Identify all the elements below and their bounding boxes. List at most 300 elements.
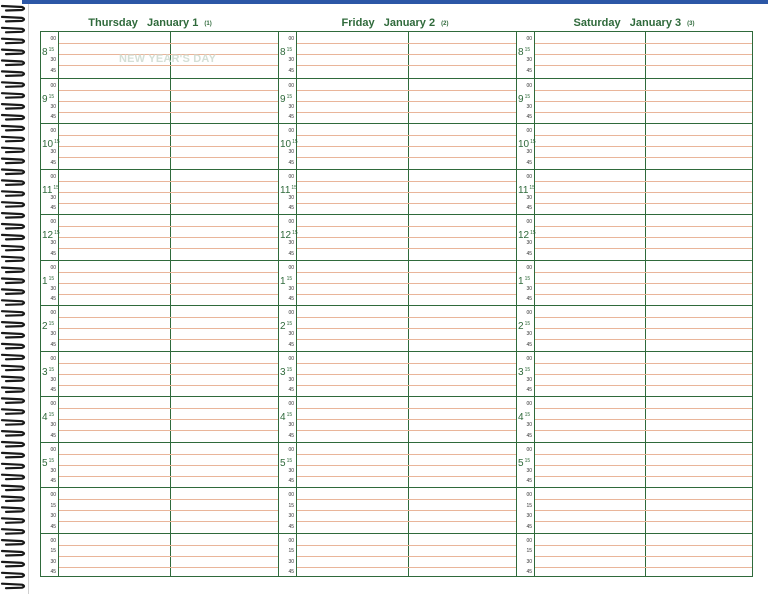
quarter-hour-line — [297, 112, 516, 113]
quarter-hour-line — [297, 248, 516, 249]
quarter-hour-line — [59, 146, 278, 147]
minute-label: 45 — [288, 387, 294, 393]
day-of-year: (1) — [204, 21, 212, 27]
spiral-coil — [2, 50, 24, 55]
hour-number: 10 — [518, 139, 530, 150]
hour-label — [42, 228, 60, 241]
spiral-coil — [2, 39, 24, 44]
quarter-hour-line — [535, 112, 752, 113]
hour-label — [42, 274, 54, 287]
day-header-saturday — [524, 17, 744, 31]
hour-block[interactable] — [279, 351, 516, 397]
hour-block[interactable] — [517, 351, 752, 397]
hour-label — [518, 319, 530, 332]
minute-label: 30 — [288, 57, 294, 63]
hour-number: 12 — [280, 230, 292, 241]
hour-block[interactable] — [279, 487, 516, 533]
spiral-coil — [2, 431, 24, 436]
hour-number: 3 — [280, 366, 286, 378]
minute-label: 00 — [526, 264, 532, 271]
minute-label: 30 — [50, 376, 56, 383]
holiday-note: NEW YEAR'S DAY — [119, 53, 217, 65]
quarter-hour-line — [59, 135, 278, 136]
minute-label: 45 — [288, 67, 294, 74]
quarter-hour-line — [59, 272, 278, 273]
spiral-binding — [0, 0, 34, 594]
quarter-hour-line — [297, 499, 516, 500]
minute-label: 00 — [288, 401, 294, 407]
minute-label: 15 — [286, 275, 293, 282]
hour-block[interactable] — [41, 305, 278, 351]
hour-block[interactable] — [517, 123, 752, 169]
quarter-hour-line — [297, 465, 516, 466]
day-header-friday — [285, 17, 505, 31]
quarter-hour-line — [535, 272, 752, 273]
hour-block[interactable] — [41, 396, 278, 442]
minute-label: 45 — [288, 250, 294, 257]
quarter-hour-line — [59, 499, 278, 500]
minute-label: 00 — [288, 82, 294, 89]
quarter-hour-line — [59, 545, 278, 546]
spiral-coil — [2, 71, 24, 76]
spiral-coil — [2, 486, 24, 491]
quarter-hour-line — [59, 112, 278, 113]
minute-label: 00 — [526, 401, 532, 407]
quarter-hour-line — [535, 339, 752, 340]
spiral-coil — [2, 366, 24, 371]
quarter-hour-line — [297, 408, 516, 409]
minute-label: 15 — [54, 139, 60, 145]
minute-label: 15 — [524, 93, 531, 100]
spiral-coil — [2, 497, 24, 502]
hour-number: 9 — [280, 93, 286, 105]
spiral-coil — [2, 61, 24, 66]
hour-block[interactable] — [517, 32, 752, 78]
spiral-coil — [2, 191, 24, 196]
minute-label: 00 — [288, 492, 294, 498]
quarter-hour-line — [535, 430, 752, 431]
hour-label — [280, 456, 292, 469]
minute-label: 00 — [526, 537, 532, 544]
minute-label: 45 — [288, 432, 294, 439]
minute-label: 00 — [526, 310, 532, 316]
spiral-coil — [2, 289, 24, 294]
minute-label: 45 — [50, 67, 56, 74]
hour-block[interactable] — [279, 533, 516, 579]
minute-label: 45 — [526, 296, 532, 302]
hour-label — [518, 183, 535, 196]
minute-label: 30 — [526, 422, 532, 428]
hour-number: 8 — [42, 47, 48, 58]
quarter-hour-line — [535, 465, 752, 466]
minute-label: 00 — [50, 492, 56, 498]
minute-label: 00 — [526, 219, 532, 225]
minute-label: 00 — [288, 355, 294, 362]
minute-label: 30 — [526, 467, 532, 474]
quarter-hour-line — [297, 65, 516, 66]
hour-label — [42, 319, 54, 332]
minute-label: 00 — [50, 264, 56, 271]
hour-label — [280, 183, 297, 196]
quarter-hour-line — [297, 419, 516, 420]
minute-label: 30 — [288, 285, 294, 292]
hour-block[interactable] — [517, 78, 752, 124]
minute-label: 30 — [526, 376, 532, 383]
day-column-friday[interactable] — [278, 31, 517, 577]
quarter-hour-line — [59, 556, 278, 557]
spiral-coil — [2, 529, 24, 534]
hour-number: 5 — [518, 457, 524, 469]
day-date: January 2 — [383, 17, 436, 29]
minute-label: 45 — [526, 432, 532, 439]
minute-label: 15 — [48, 275, 55, 282]
minute-label: 15 — [288, 502, 294, 509]
minute-label: 30 — [288, 422, 294, 428]
hour-block[interactable] — [279, 442, 516, 488]
minute-label: 00 — [50, 355, 56, 362]
minute-label: 15 — [524, 321, 531, 327]
hour-block[interactable] — [517, 169, 752, 215]
hour-number: 1 — [280, 275, 286, 287]
hour-block[interactable] — [279, 78, 516, 124]
quarter-hour-line — [297, 328, 516, 329]
quarter-hour-line — [59, 157, 278, 158]
minute-label: 30 — [288, 558, 294, 565]
spiral-coil — [2, 453, 24, 458]
quarter-hour-line — [59, 465, 278, 466]
hour-number: 2 — [518, 321, 524, 332]
minute-label: 15 — [286, 366, 293, 373]
day-column-thursday[interactable] — [40, 31, 279, 577]
day-name: Thursday — [88, 17, 138, 29]
minute-label: 00 — [288, 537, 294, 544]
minute-label: 00 — [288, 173, 294, 180]
minute-label: 45 — [50, 205, 56, 211]
hour-label — [280, 319, 292, 332]
hour-label — [518, 274, 530, 287]
quarter-hour-line — [59, 430, 278, 431]
hour-number: 1 — [42, 275, 48, 287]
hour-block[interactable] — [517, 396, 752, 442]
hour-block[interactable] — [279, 214, 516, 260]
spiral-coil — [2, 540, 24, 545]
hour-block[interactable] — [41, 78, 278, 124]
minute-label: 45 — [50, 523, 56, 530]
minute-label: 15 — [524, 457, 531, 464]
hour-number: 4 — [280, 412, 286, 423]
spiral-coil — [2, 115, 24, 120]
spiral-coil — [2, 377, 24, 382]
quarter-hour-line — [59, 181, 278, 182]
hour-label — [518, 456, 530, 469]
quarter-hour-line — [535, 408, 752, 409]
quarter-hour-line — [297, 454, 516, 455]
minute-label: 15 — [530, 139, 536, 145]
quarter-hour-line — [59, 226, 278, 227]
minute-label: 00 — [526, 128, 532, 134]
quarter-hour-line — [59, 237, 278, 238]
quarter-hour-line — [59, 476, 278, 477]
minute-label: 30 — [50, 467, 56, 474]
minute-label: 15 — [50, 502, 56, 509]
spiral-coil — [2, 573, 24, 578]
hour-label — [518, 365, 530, 378]
quarter-hour-line — [535, 283, 752, 284]
quarter-hour-line — [535, 419, 752, 420]
quarter-hour-line — [297, 374, 516, 375]
minute-label: 45 — [50, 387, 56, 393]
hour-number: 2 — [280, 321, 286, 332]
quarter-hour-line — [297, 101, 516, 102]
hour-block[interactable] — [41, 442, 278, 488]
quarter-hour-line — [535, 567, 752, 568]
hour-number: 4 — [518, 412, 524, 423]
minute-label: 30 — [50, 558, 56, 565]
quarter-hour-line — [59, 510, 278, 511]
spiral-coil — [2, 246, 24, 251]
minute-label: 00 — [50, 82, 56, 89]
minute-label: 00 — [50, 173, 56, 180]
day-name: Friday — [341, 17, 375, 29]
minute-label: 30 — [50, 422, 56, 428]
hour-label — [42, 456, 54, 469]
spiral-coil — [2, 507, 24, 512]
minute-label: 00 — [288, 219, 294, 225]
spiral-coil — [2, 82, 24, 87]
quarter-hour-line — [535, 328, 752, 329]
quarter-hour-line — [535, 90, 752, 91]
minute-label: 00 — [288, 310, 294, 316]
hour-block[interactable] — [517, 487, 752, 533]
day-date: January 3 — [629, 17, 682, 29]
quarter-hour-line — [297, 146, 516, 147]
quarter-hour-line — [535, 237, 752, 238]
minute-label: 00 — [50, 310, 56, 316]
minute-label: 30 — [526, 103, 532, 110]
quarter-hour-line — [59, 192, 278, 193]
hour-number: 10 — [42, 139, 54, 150]
minute-label: 00 — [288, 446, 294, 453]
minute-label: 15 — [292, 139, 298, 145]
hour-block[interactable] — [41, 123, 278, 169]
hour-number: 9 — [518, 93, 524, 105]
hour-block[interactable] — [41, 533, 278, 579]
spiral-coil — [2, 311, 24, 316]
minute-label: 00 — [526, 446, 532, 453]
quarter-hour-line — [297, 510, 516, 511]
minute-label: 30 — [50, 285, 56, 292]
quarter-hour-line — [297, 294, 516, 295]
spiral-coil — [2, 148, 24, 153]
hour-block[interactable] — [279, 169, 516, 215]
minute-label: 15 — [524, 412, 531, 418]
minute-label: 30 — [526, 513, 532, 519]
quarter-hour-line — [535, 146, 752, 147]
minute-label: 00 — [288, 264, 294, 271]
hour-block[interactable] — [517, 442, 752, 488]
quarter-hour-line — [297, 226, 516, 227]
minute-label: 30 — [526, 285, 532, 292]
minute-label: 00 — [526, 82, 532, 89]
quarter-hour-line — [535, 521, 752, 522]
hour-number: 9 — [42, 93, 48, 105]
hour-label — [518, 92, 530, 105]
spiral-coil — [2, 518, 24, 523]
minute-label: 15 — [292, 230, 298, 236]
hour-number: 3 — [518, 366, 524, 378]
spiral-coil — [2, 322, 24, 327]
minute-label: 00 — [50, 36, 56, 42]
spiral-coil — [2, 6, 24, 11]
hour-number: 11 — [42, 184, 53, 196]
quarter-hour-line — [535, 181, 752, 182]
minute-label: 30 — [50, 331, 56, 337]
quarter-hour-line — [297, 556, 516, 557]
minute-label: 00 — [50, 219, 56, 225]
minute-label: 45 — [526, 67, 532, 74]
spiral-coil — [2, 170, 24, 175]
quarter-hour-line — [535, 101, 752, 102]
hour-block[interactable] — [517, 214, 752, 260]
hour-block[interactable] — [41, 351, 278, 397]
quarter-hour-line — [297, 43, 516, 44]
quarter-hour-line — [59, 339, 278, 340]
minute-label: 15 — [48, 366, 55, 373]
minute-label: 30 — [288, 103, 294, 110]
spiral-coil — [2, 213, 24, 218]
quarter-hour-line — [535, 54, 752, 55]
spiral-coil — [2, 300, 24, 305]
hour-label — [42, 92, 54, 105]
hour-number: 11 — [518, 184, 529, 196]
hour-block[interactable] — [279, 305, 516, 351]
minute-label: 15 — [529, 184, 535, 191]
minute-label: 15 — [48, 412, 55, 418]
quarter-hour-line — [59, 283, 278, 284]
quarter-hour-line — [59, 203, 278, 204]
hour-block[interactable] — [279, 260, 516, 306]
spiral-coil — [2, 388, 24, 393]
minute-label: 30 — [288, 376, 294, 383]
minute-label: 45 — [288, 114, 294, 120]
hour-block[interactable] — [517, 533, 752, 579]
minute-label: 15 — [524, 366, 531, 373]
minute-label: 45 — [288, 341, 294, 348]
hour-block[interactable] — [41, 169, 278, 215]
hour-block[interactable] — [41, 214, 278, 260]
hour-block[interactable] — [517, 305, 752, 351]
quarter-hour-line — [535, 363, 752, 364]
quarter-hour-line — [297, 90, 516, 91]
spiral-coil — [2, 17, 24, 22]
spiral-coil — [2, 224, 24, 229]
minute-label: 15 — [524, 47, 531, 53]
hour-label — [280, 137, 298, 150]
minute-label: 00 — [526, 355, 532, 362]
quarter-hour-line — [535, 226, 752, 227]
minute-label: 45 — [288, 523, 294, 530]
quarter-hour-line — [297, 203, 516, 204]
minute-label: 30 — [526, 57, 532, 63]
minute-label: 15 — [50, 548, 56, 554]
minute-label: 30 — [526, 240, 532, 246]
spiral-coil — [2, 93, 24, 98]
minute-label: 00 — [50, 401, 56, 407]
spiral-coil — [2, 104, 24, 109]
hour-label — [42, 183, 59, 196]
hour-number: 1 — [518, 275, 524, 287]
spiral-coil — [2, 180, 24, 185]
hour-block[interactable] — [41, 260, 278, 306]
quarter-hour-line — [297, 339, 516, 340]
spiral-coil — [2, 126, 24, 130]
hour-number: 3 — [42, 366, 48, 378]
minute-label: 00 — [50, 537, 56, 544]
quarter-hour-line — [59, 454, 278, 455]
spiral-coil — [2, 344, 24, 349]
day-column-saturday[interactable] — [516, 31, 753, 577]
quarter-hour-line — [59, 294, 278, 295]
minute-label: 45 — [50, 478, 56, 484]
spiral-coil — [2, 398, 24, 403]
minute-label: 30 — [50, 194, 56, 201]
day-name: Saturday — [573, 17, 621, 29]
hour-block[interactable] — [517, 260, 752, 306]
minute-label: 30 — [50, 513, 56, 519]
spiral-coil — [2, 28, 24, 33]
hour-number: 10 — [280, 139, 292, 150]
hour-number: 12 — [42, 230, 54, 241]
quarter-hour-line — [59, 43, 278, 44]
hour-block[interactable] — [41, 487, 278, 533]
spiral-coil — [2, 442, 24, 447]
quarter-hour-line — [535, 454, 752, 455]
minute-label: 45 — [50, 296, 56, 302]
quarter-hour-line — [297, 192, 516, 193]
quarter-hour-line — [297, 283, 516, 284]
quarter-hour-line — [297, 430, 516, 431]
minute-label: 15 — [48, 93, 55, 100]
minute-label: 45 — [50, 432, 56, 439]
hour-label — [280, 92, 292, 105]
quarter-hour-line — [59, 385, 278, 386]
quarter-hour-line — [297, 317, 516, 318]
minute-label: 45 — [288, 205, 294, 211]
hour-label — [42, 410, 54, 423]
hour-block[interactable] — [279, 396, 516, 442]
quarter-hour-line — [297, 237, 516, 238]
quarter-hour-line — [535, 499, 752, 500]
hour-label — [280, 228, 298, 241]
minute-label: 30 — [288, 467, 294, 474]
quarter-hour-line — [535, 157, 752, 158]
minute-label: 15 — [48, 47, 55, 53]
quarter-hour-line — [297, 363, 516, 364]
minute-label: 30 — [526, 558, 532, 565]
quarter-hour-line — [297, 272, 516, 273]
quarter-hour-line — [59, 567, 278, 568]
minute-label: 00 — [526, 36, 532, 42]
minute-label: 15 — [291, 184, 297, 191]
hour-block[interactable] — [279, 123, 516, 169]
spiral-coil — [2, 584, 24, 589]
minute-label: 00 — [288, 128, 294, 134]
hour-block[interactable] — [279, 32, 516, 78]
spiral-coil — [2, 279, 24, 284]
spiral-coil — [2, 420, 24, 425]
hour-number: 12 — [518, 230, 530, 241]
minute-label: 45 — [526, 478, 532, 484]
